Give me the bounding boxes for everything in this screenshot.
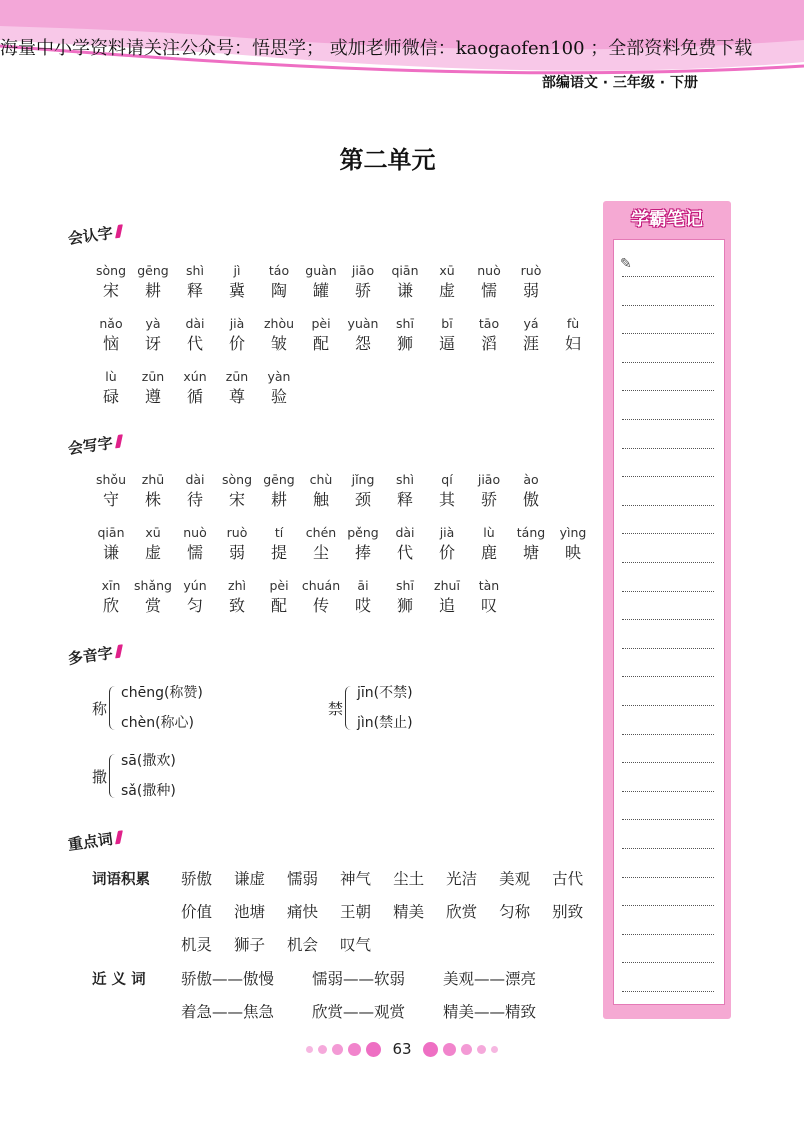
character-cell <box>300 315 342 355</box>
book-label: 部编语文 · 三年级 · 下册 <box>541 75 698 91</box>
character-cell <box>132 368 174 408</box>
character-cell <box>384 262 426 302</box>
hanzi: 冀 <box>228 281 245 300</box>
accumulation-label: 词语积累 <box>92 872 150 888</box>
character-cell <box>258 315 300 355</box>
hanzi: 尊 <box>228 387 245 406</box>
word-item: 机会 <box>287 936 319 954</box>
character-cell <box>174 524 216 564</box>
word-item: 机灵 <box>181 936 213 954</box>
note-line <box>622 533 714 534</box>
pinyin: guàn <box>305 263 337 278</box>
pinyin: bī <box>441 316 453 331</box>
character-cell <box>174 471 216 511</box>
hanzi: 骄 <box>354 281 371 300</box>
word-item: 光洁 <box>446 870 478 888</box>
character-cell <box>342 577 384 617</box>
pinyin: zhì <box>228 578 246 593</box>
pinyin: shī <box>396 316 414 331</box>
note-line <box>622 676 714 677</box>
character-cell <box>216 315 258 355</box>
note-line <box>622 819 714 820</box>
hanzi: 虚 <box>144 543 161 562</box>
pinyin: shì <box>186 263 204 278</box>
pencil-icon: ✎ <box>620 256 632 272</box>
hanzi: 叹 <box>480 596 497 615</box>
hanzi: 逼 <box>438 334 455 353</box>
section-title-recognize: 会认字 <box>67 221 123 249</box>
character-cell <box>216 524 258 564</box>
word-line <box>181 967 574 989</box>
hanzi: 价 <box>438 543 455 562</box>
character-cell <box>426 524 468 564</box>
word-item: 精美——精致 <box>443 1003 537 1021</box>
pinyin: yìng <box>559 525 587 540</box>
hanzi: 懦 <box>480 281 497 300</box>
word-item: 懦弱 <box>287 870 319 888</box>
note-line <box>622 419 714 420</box>
pinyin: pěng <box>347 525 379 540</box>
character-cell <box>300 524 342 564</box>
pinyin: zhū <box>141 472 165 487</box>
hanzi: 赏 <box>144 596 161 615</box>
word-item: 池塘 <box>234 903 266 921</box>
note-line <box>622 305 714 306</box>
hanzi: 宋 <box>228 490 245 509</box>
hanzi: 欣 <box>102 596 119 615</box>
pinyin: lù <box>483 525 495 540</box>
word-item: 匀称 <box>499 903 531 921</box>
pinyin: yàn <box>267 369 291 384</box>
pinyin: pèi <box>311 316 331 331</box>
pinyin: qiān <box>391 263 419 278</box>
word-item: 痛快 <box>287 903 319 921</box>
pinyin: xū <box>439 263 455 278</box>
hanzi: 守 <box>102 490 119 509</box>
pinyin: pèi <box>269 578 289 593</box>
character-cell <box>90 262 132 302</box>
note-line <box>622 390 714 391</box>
hanzi: 涯 <box>522 334 539 353</box>
note-line <box>622 934 714 935</box>
character-cell <box>426 315 468 355</box>
pinyin: chù <box>309 472 333 487</box>
pencil-mark-icon <box>115 224 123 238</box>
character-cell <box>510 315 552 355</box>
pinyin: yún <box>183 578 207 593</box>
pinyin: zhòu <box>263 316 295 331</box>
character-cell <box>90 471 132 511</box>
character-cell <box>510 471 552 511</box>
character-cell <box>342 315 384 355</box>
character-row <box>90 262 552 302</box>
character-cell <box>468 315 510 355</box>
pinyin: āi <box>357 578 369 593</box>
pinyin: shì <box>396 472 414 487</box>
character-cell <box>384 577 426 617</box>
note-line <box>622 619 714 620</box>
character-cell <box>384 524 426 564</box>
pinyin: dài <box>185 316 205 331</box>
word-item: 王朝 <box>340 903 372 921</box>
pinyin: jiāo <box>477 472 501 487</box>
pinyin: zūn <box>141 369 165 384</box>
character-cell <box>426 262 468 302</box>
pinyin: ào <box>523 472 539 487</box>
hanzi: 待 <box>186 490 203 509</box>
character-cell <box>90 524 132 564</box>
character-cell <box>384 471 426 511</box>
hanzi: 捧 <box>354 543 371 562</box>
hanzi: 狮 <box>396 596 413 615</box>
character-cell <box>258 368 300 408</box>
hanzi: 陶 <box>270 281 287 300</box>
character-cell <box>300 471 342 511</box>
pinyin: nuò <box>477 263 501 278</box>
pinyin: yá <box>523 316 539 331</box>
word-line <box>181 867 605 889</box>
hanzi: 狮 <box>396 334 413 353</box>
hanzi: 遵 <box>144 387 161 406</box>
polyphonic-item: 禁 jīn(不禁) jìn(禁止) <box>328 685 413 731</box>
word-item: 美观 <box>499 870 531 888</box>
hanzi: 哎 <box>354 596 371 615</box>
hanzi: 配 <box>312 334 329 353</box>
character-row <box>90 524 594 564</box>
character-cell <box>426 577 468 617</box>
note-line <box>622 705 714 706</box>
pinyin: yuàn <box>347 316 379 331</box>
character-cell <box>174 577 216 617</box>
pinyin: zūn <box>225 369 249 384</box>
pencil-mark-icon <box>115 830 123 844</box>
word-item: 叹气 <box>340 936 372 954</box>
hanzi: 释 <box>396 490 413 509</box>
character-cell <box>90 577 132 617</box>
character-row <box>90 368 300 408</box>
pinyin: zhuī <box>434 578 460 593</box>
pinyin: qiān <box>97 525 125 540</box>
word-line <box>181 900 605 922</box>
note-line <box>622 734 714 735</box>
hanzi: 皱 <box>270 334 287 353</box>
note-line <box>622 762 714 763</box>
character-cell <box>132 524 174 564</box>
hanzi: 提 <box>270 543 287 562</box>
note-line <box>622 991 714 992</box>
note-line <box>622 448 714 449</box>
hanzi: 碌 <box>102 387 119 406</box>
note-line <box>622 333 714 334</box>
notes-title: 学霸笔记 <box>631 209 703 230</box>
character-cell <box>174 315 216 355</box>
character-row <box>90 471 552 511</box>
character-cell <box>468 471 510 511</box>
hanzi: 其 <box>438 490 455 509</box>
pinyin: jià <box>229 316 245 331</box>
character-cell <box>258 577 300 617</box>
note-line <box>622 848 714 849</box>
word-item: 尘土 <box>393 870 425 888</box>
pinyin: yà <box>145 316 161 331</box>
character-cell <box>342 471 384 511</box>
character-cell <box>300 262 342 302</box>
word-item: 骄傲 <box>181 870 213 888</box>
note-line <box>622 791 714 792</box>
note-line <box>622 505 714 506</box>
character-cell <box>174 262 216 302</box>
note-line <box>622 476 714 477</box>
character-cell <box>132 577 174 617</box>
word-item: 着急——焦急 <box>181 1003 275 1021</box>
pinyin: qí <box>441 472 453 487</box>
notes-panel <box>603 201 731 1019</box>
section-title-key-words: 重点词 <box>67 827 123 855</box>
character-cell <box>216 368 258 408</box>
character-cell <box>216 577 258 617</box>
hanzi: 颈 <box>354 490 371 509</box>
character-row <box>90 315 594 355</box>
pinyin: nuò <box>183 525 207 540</box>
word-item: 懦弱——软弱 <box>312 970 406 988</box>
hanzi: 释 <box>186 281 203 300</box>
character-row <box>90 577 510 617</box>
word-item: 古代 <box>552 870 584 888</box>
pinyin: fù <box>566 316 580 331</box>
pinyin: tàn <box>478 578 500 593</box>
pinyin: sòng <box>221 472 253 487</box>
word-item: 欣赏——观赏 <box>312 1003 406 1021</box>
character-cell <box>552 315 594 355</box>
hanzi: 配 <box>270 596 287 615</box>
pinyin: shǒu <box>95 472 126 487</box>
hanzi: 恼 <box>102 334 119 353</box>
note-line <box>622 962 714 963</box>
hanzi: 宋 <box>102 281 119 300</box>
hanzi: 滔 <box>480 334 497 353</box>
pinyin: chuán <box>301 578 341 593</box>
character-cell <box>90 368 132 408</box>
banner-text: 海量中小学资料请关注公众号：悟思学； 或加老师微信：kaogaofen100 ；全部资料免费下载 <box>0 38 753 59</box>
pinyin: jiāo <box>351 263 375 278</box>
word-item: 骄傲——傲慢 <box>181 970 275 988</box>
hanzi: 映 <box>564 543 581 562</box>
character-cell <box>510 524 552 564</box>
note-line <box>622 905 714 906</box>
pinyin: chén <box>305 525 337 540</box>
character-cell <box>468 577 510 617</box>
hanzi: 谦 <box>102 543 119 562</box>
word-item: 狮子 <box>234 936 266 954</box>
hanzi: 弱 <box>228 543 245 562</box>
character-cell <box>132 262 174 302</box>
word-item: 谦虚 <box>234 870 266 888</box>
note-line <box>622 276 714 277</box>
character-cell <box>468 262 510 302</box>
character-cell <box>258 262 300 302</box>
character-cell <box>300 577 342 617</box>
word-item: 神气 <box>340 870 372 888</box>
character-cell <box>510 262 552 302</box>
header-banner <box>0 0 804 100</box>
pinyin: táo <box>268 263 290 278</box>
unit-title: 第二单元 <box>339 146 436 174</box>
hanzi: 鹿 <box>480 543 497 562</box>
hanzi: 懦 <box>186 543 203 562</box>
character-cell <box>90 315 132 355</box>
hanzi: 虚 <box>438 281 455 300</box>
pencil-mark-icon <box>115 644 123 658</box>
hanzi: 株 <box>144 490 161 509</box>
pinyin: xū <box>145 525 161 540</box>
pinyin: shǎng <box>134 578 172 593</box>
hanzi: 傲 <box>522 490 539 509</box>
pinyin: xún <box>183 369 207 384</box>
hanzi: 怨 <box>354 334 371 353</box>
word-line <box>181 933 393 955</box>
pinyin: jì <box>233 263 241 278</box>
character-cell <box>552 524 594 564</box>
hanzi: 塘 <box>522 543 539 562</box>
character-cell <box>342 524 384 564</box>
pinyin: lù <box>105 369 117 384</box>
notes-lines-area <box>613 239 725 1005</box>
pinyin: tí <box>274 525 284 540</box>
character-cell <box>132 471 174 511</box>
pinyin: dài <box>185 472 205 487</box>
hanzi: 耕 <box>270 490 287 509</box>
hanzi: 触 <box>312 490 329 509</box>
note-line <box>622 591 714 592</box>
word-item: 别致 <box>552 903 584 921</box>
word-item: 精美 <box>393 903 425 921</box>
hanzi: 谦 <box>396 281 413 300</box>
hanzi: 传 <box>312 596 329 615</box>
character-cell <box>258 524 300 564</box>
character-cell <box>132 315 174 355</box>
hanzi: 匀 <box>186 596 203 615</box>
pinyin: gēng <box>137 263 169 278</box>
character-cell <box>342 262 384 302</box>
page-footer <box>0 1040 804 1058</box>
polyphonic-item: 称 chēng(称赞) chèn(称心) <box>92 685 203 731</box>
note-line <box>622 877 714 878</box>
polyphonic-item: 撒 sā(撒欢) sǎ(撒种) <box>92 753 176 799</box>
hanzi: 弱 <box>522 281 539 300</box>
note-line <box>622 562 714 563</box>
pinyin: shī <box>396 578 414 593</box>
character-cell <box>216 262 258 302</box>
hanzi: 讶 <box>144 334 161 353</box>
pinyin: táng <box>516 525 546 540</box>
character-cell <box>258 471 300 511</box>
character-cell <box>216 471 258 511</box>
hanzi: 罐 <box>312 281 329 300</box>
pinyin: ruò <box>226 525 248 540</box>
note-line <box>622 648 714 649</box>
pinyin: nǎo <box>99 316 123 331</box>
word-item: 美观——漂亮 <box>443 970 537 988</box>
pinyin: dài <box>395 525 415 540</box>
character-cell <box>384 315 426 355</box>
hanzi: 妇 <box>564 334 581 353</box>
hanzi: 代 <box>396 543 413 562</box>
word-item: 价值 <box>181 903 213 921</box>
hanzi: 耕 <box>144 281 161 300</box>
note-line <box>622 362 714 363</box>
pinyin: tāo <box>478 316 500 331</box>
word-line <box>181 1000 574 1022</box>
hanzi: 致 <box>228 596 245 615</box>
pinyin: jǐng <box>351 472 375 487</box>
hanzi: 循 <box>186 387 203 406</box>
character-cell <box>468 524 510 564</box>
pinyin: xīn <box>101 578 121 593</box>
pinyin: sòng <box>95 263 127 278</box>
synonym-label: 近 义 词 <box>92 972 146 988</box>
section-title-polyphonic: 多音字 <box>67 641 123 669</box>
hanzi: 尘 <box>312 543 329 562</box>
character-cell <box>174 368 216 408</box>
pinyin: gēng <box>263 472 295 487</box>
character-cell <box>426 471 468 511</box>
pinyin: jià <box>439 525 455 540</box>
page-number: 63 <box>392 1040 412 1058</box>
pinyin: ruò <box>520 263 542 278</box>
pencil-mark-icon <box>115 434 123 448</box>
section-title-write: 会写字 <box>67 431 123 459</box>
hanzi: 追 <box>438 596 455 615</box>
word-item: 欣赏 <box>446 903 478 921</box>
hanzi: 骄 <box>480 490 497 509</box>
hanzi: 代 <box>186 334 203 353</box>
hanzi: 价 <box>228 334 245 353</box>
hanzi: 验 <box>270 387 287 406</box>
